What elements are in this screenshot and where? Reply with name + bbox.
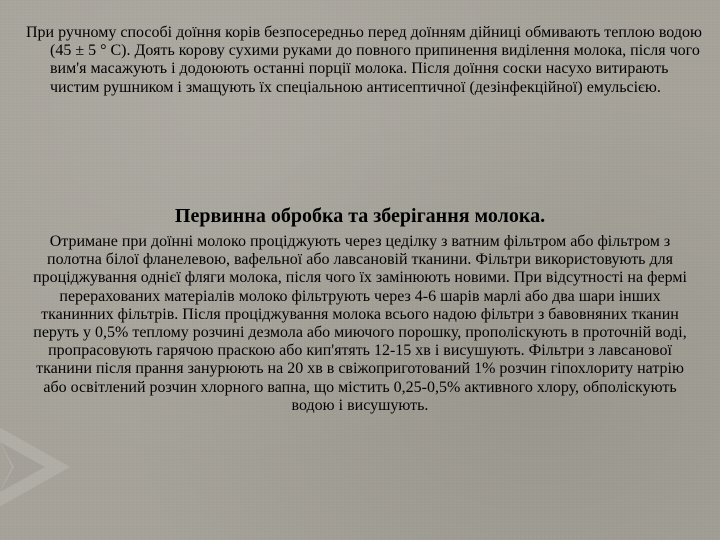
section-heading: Первинна обробка та зберігання молока. xyxy=(174,205,546,227)
arrow-watermark-icon xyxy=(0,412,80,522)
processing-paragraph: Отримане при доїнні молоко проціджують через цеділку з ватним фільтром або фільтром з полотна білої фланелевою, вафельної або лавсановій тканини. Фільтри використовують для проціджування однієї фляги молока, після чого їх замінюють новими. При відсутності на фермі перерахованих матеріалів молоко фільтрують через 4-6 шарів марлі або два шари інших тканинних фільтрів. Після проціджування молока всього надою фільтри з бавовняних тканин перуть у 0,5% теплому розчині дезмола або миючого порошку, прополіскують в проточній воді, пропрасовують гарячою праскою або кип'ятять 12-15 хв і висушують. Фільтри з лавсанової тканини після прання занурюють на 20 хв в свіжоприготований 1% розчин гіпохлориту натрію або освітлений розчин хлорного вапна, що містить 0,25-0,5% активного хлору, обполіскують водою і висушують. xyxy=(33,233,687,414)
milking-paragraph: При ручному способі доїння корів безпосередньо перед доїнням дійниці обмивають теплою водою (45 ± 5 ° С). Доять корову сухими руками до повного припинення виділення молока, після чого вим'я масажують і додоюють останні порції молока. Після доїння соски насухо витирають чистим рушником і змащують їх спеціальною антисептичної (дезінфекційної) емульсією. xyxy=(26,24,702,96)
